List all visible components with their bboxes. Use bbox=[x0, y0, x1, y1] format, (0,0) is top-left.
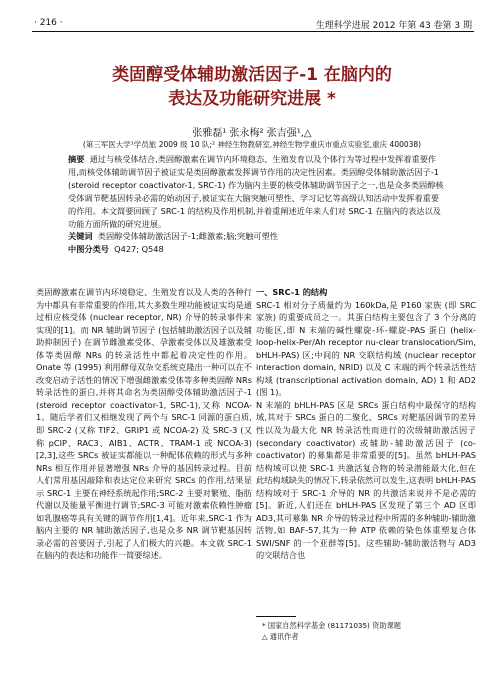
journal-header: 生理科学进展 2012 年第 43 卷第 3 期 bbox=[315, 21, 472, 31]
clc-text: Q427; Q548 bbox=[114, 244, 164, 255]
affiliation: (第三军医大学¹学员旅 2009 级 10 队;² 神经生物教研室,神经生物学重庆市重点实验室,重庆 400038) bbox=[82, 140, 422, 149]
intro-paragraph: 类固醇激素在调节内环境稳定、生殖发育以及人类的各种行为中都具有非常重要的作用,其大多数生理功能被证实均是通过相应核受体 (nuclear receptor, NR) 介导的转录事件来实现的[1]。而 NR 辅助调节因子 (包括辅助激活因子以及辅助抑制因子) 在调节雌激素受体、孕激素受体以及雄激素受体等类固醇 NRs 的转录活性中都起着决定性的作用。Onate 等 (1995) 利用酵母双杂交系统克隆出一种可以在不改变启动子活性的情况下增强雌激素受体等多种类固醇 NRs 转录活性的蛋白,并将其命名为类固醇受体辅助激活因子-1 (steroid receptor coactivator-1, SRC-1),又称 NCOA-1。随后学者们又相继发现了两个与 SRC-1 同源的蛋白质,即 SRC-2 (又称 TIF2、GRIP1 或 NCOA-2) 及 SRC-3 (又称 pCIP、RAC3、AIB1、ACTR、TRAM-1 或 NCOA-3)[2,3],这些 SRCs 被证实都能以一种配体依赖的形式与多种 NRs 相互作用并显著增强 NRs 介导的基因转录过程。目前人们常用基因敲除和表达定位来研究 SRCs 的作用,结果显示 SRC-1 主要在神经系统起作用;SRC-2 主要对繁殖、脂肪代谢以及能量平衡进行调节;SRC-3 可能对激素依赖性肿瘤如乳腺癌等具有关键的调节作用[1,4]。近年来,SRC-1 作为脑内主要的 NR 辅助激活因子,也是众多 NR 调节靶基因转录必需的首要因子,引起了人们极大的兴趣。本文就 SRC-1 在脑内的表达和功能作一简要综述。 bbox=[36, 287, 252, 561]
section-heading: 一、SRC-1 的结构 bbox=[256, 287, 328, 297]
abstract-text: 通过与核受体结合,类固醇激素在调节内环境稳态、生殖发育以及个体行为等过程中发挥着重要作用,而核受体辅助调节因子被证实是类固醇激素发挥调节作用的决定性因素。类固醇受体辅助激活因子-1 (steroid receptor coactivator-1, SRC-1) 作为脑内主要的核受体辅助调节因子之一,也是众多类固醇核受体调节靶基因转录必需的始动因子,被证实在大脑突触可塑性、学习记忆等高级认知活动中发挥着重要的作用。本文简要回顾了 SRC-1 的结构及作用机制,并着重阐述近年来人们对 SRC-1 在脑内的表达以及功能方面所做的研究进展。 bbox=[68, 154, 444, 229]
author-list: 张雅磊¹ 张永梅² 张吉强¹,△ bbox=[192, 128, 312, 139]
footnote-corresponding: △ 通讯作者 bbox=[262, 632, 299, 641]
header-rule bbox=[32, 31, 474, 32]
abstract-paragraph bbox=[68, 153, 446, 230]
footnotes bbox=[262, 620, 401, 642]
keywords-line bbox=[68, 230, 446, 243]
keywords-label: 关键词 bbox=[68, 231, 93, 242]
article-title-line2: 表达及功能研究进展 * bbox=[168, 89, 336, 109]
abstract-block bbox=[68, 153, 446, 256]
page-number: · 216 · bbox=[34, 18, 63, 28]
clc-line bbox=[68, 243, 446, 256]
footnote-funding: * 国家自然科学基金 (81171035) 资助课题 bbox=[262, 621, 401, 630]
structure-paragraph-2: N 末端的 bHLH-PAS 区是 SRCs 蛋白结构中最保守的结构域,其对于 SRCs 蛋白的二聚化、SRCs 对靶基因调节的差异性以及为最大化 NR 转录活性而进行的次级辅助激活因子 (secondary coactivator) 或辅助-辅助激活因子 (co-coactivator) 的募集都是非常重要的[5]。虽然 bHLH-PAS 结构域可以使 SRC-1 共激活复合物的转录潜能最大化,但在此结构域缺失的情况下,转录依然可以发生,这表明 bHLH-PAS 结构域对于 SRC-1 介导的 NR 的共激活来说并不是必需的[5]。新近,人们还在 bHLH-PAS 区发现了第三个 AD 区即 AD3,其可募集 NR 介导的转录过程中所需的多种辅助-辅助激活物,如 BAF-57,其为一种 ATP 依赖的染色体重塑复合体 SWI/SNF 的一个亚群等[5]。这些辅助-辅助激活物与 AD3 的交联结合也 bbox=[256, 399, 476, 561]
structure-paragraph-1: SRC-1 相对分子质量约为 160kDa,是 P160 家族 (即 SRC 家族) 的重要成员之一。其蛋白结构主要包含了 3 个分离的功能区,即 N 末端的碱性螺旋-环-螺旋-PAS 蛋白 (helix-loop-helix-Per/Ah receptor nu-clear translocation/Sim, bHLH-PAS) 区;中间的 NR 交联结构域 (nuclear receptor interaction domain, NRID) 以及 C 末端的两个转录活性结构域 (transcriptional activation domain, AD) 1 和 AD2 (图 1)。 bbox=[256, 299, 476, 398]
keywords-text: 类固醇受体辅助激活因子-1;雌激素;脑;突触可塑性 bbox=[97, 231, 278, 242]
footnote-rule bbox=[256, 616, 296, 617]
clc-label: 中图分类号 bbox=[68, 244, 109, 255]
article-title-line1: 类固醇受体辅助激活因子-1 在脑内的 bbox=[112, 65, 392, 85]
body-left-column bbox=[36, 286, 252, 562]
abstract-label: 摘要 bbox=[68, 154, 85, 164]
body-right-column bbox=[256, 286, 476, 562]
